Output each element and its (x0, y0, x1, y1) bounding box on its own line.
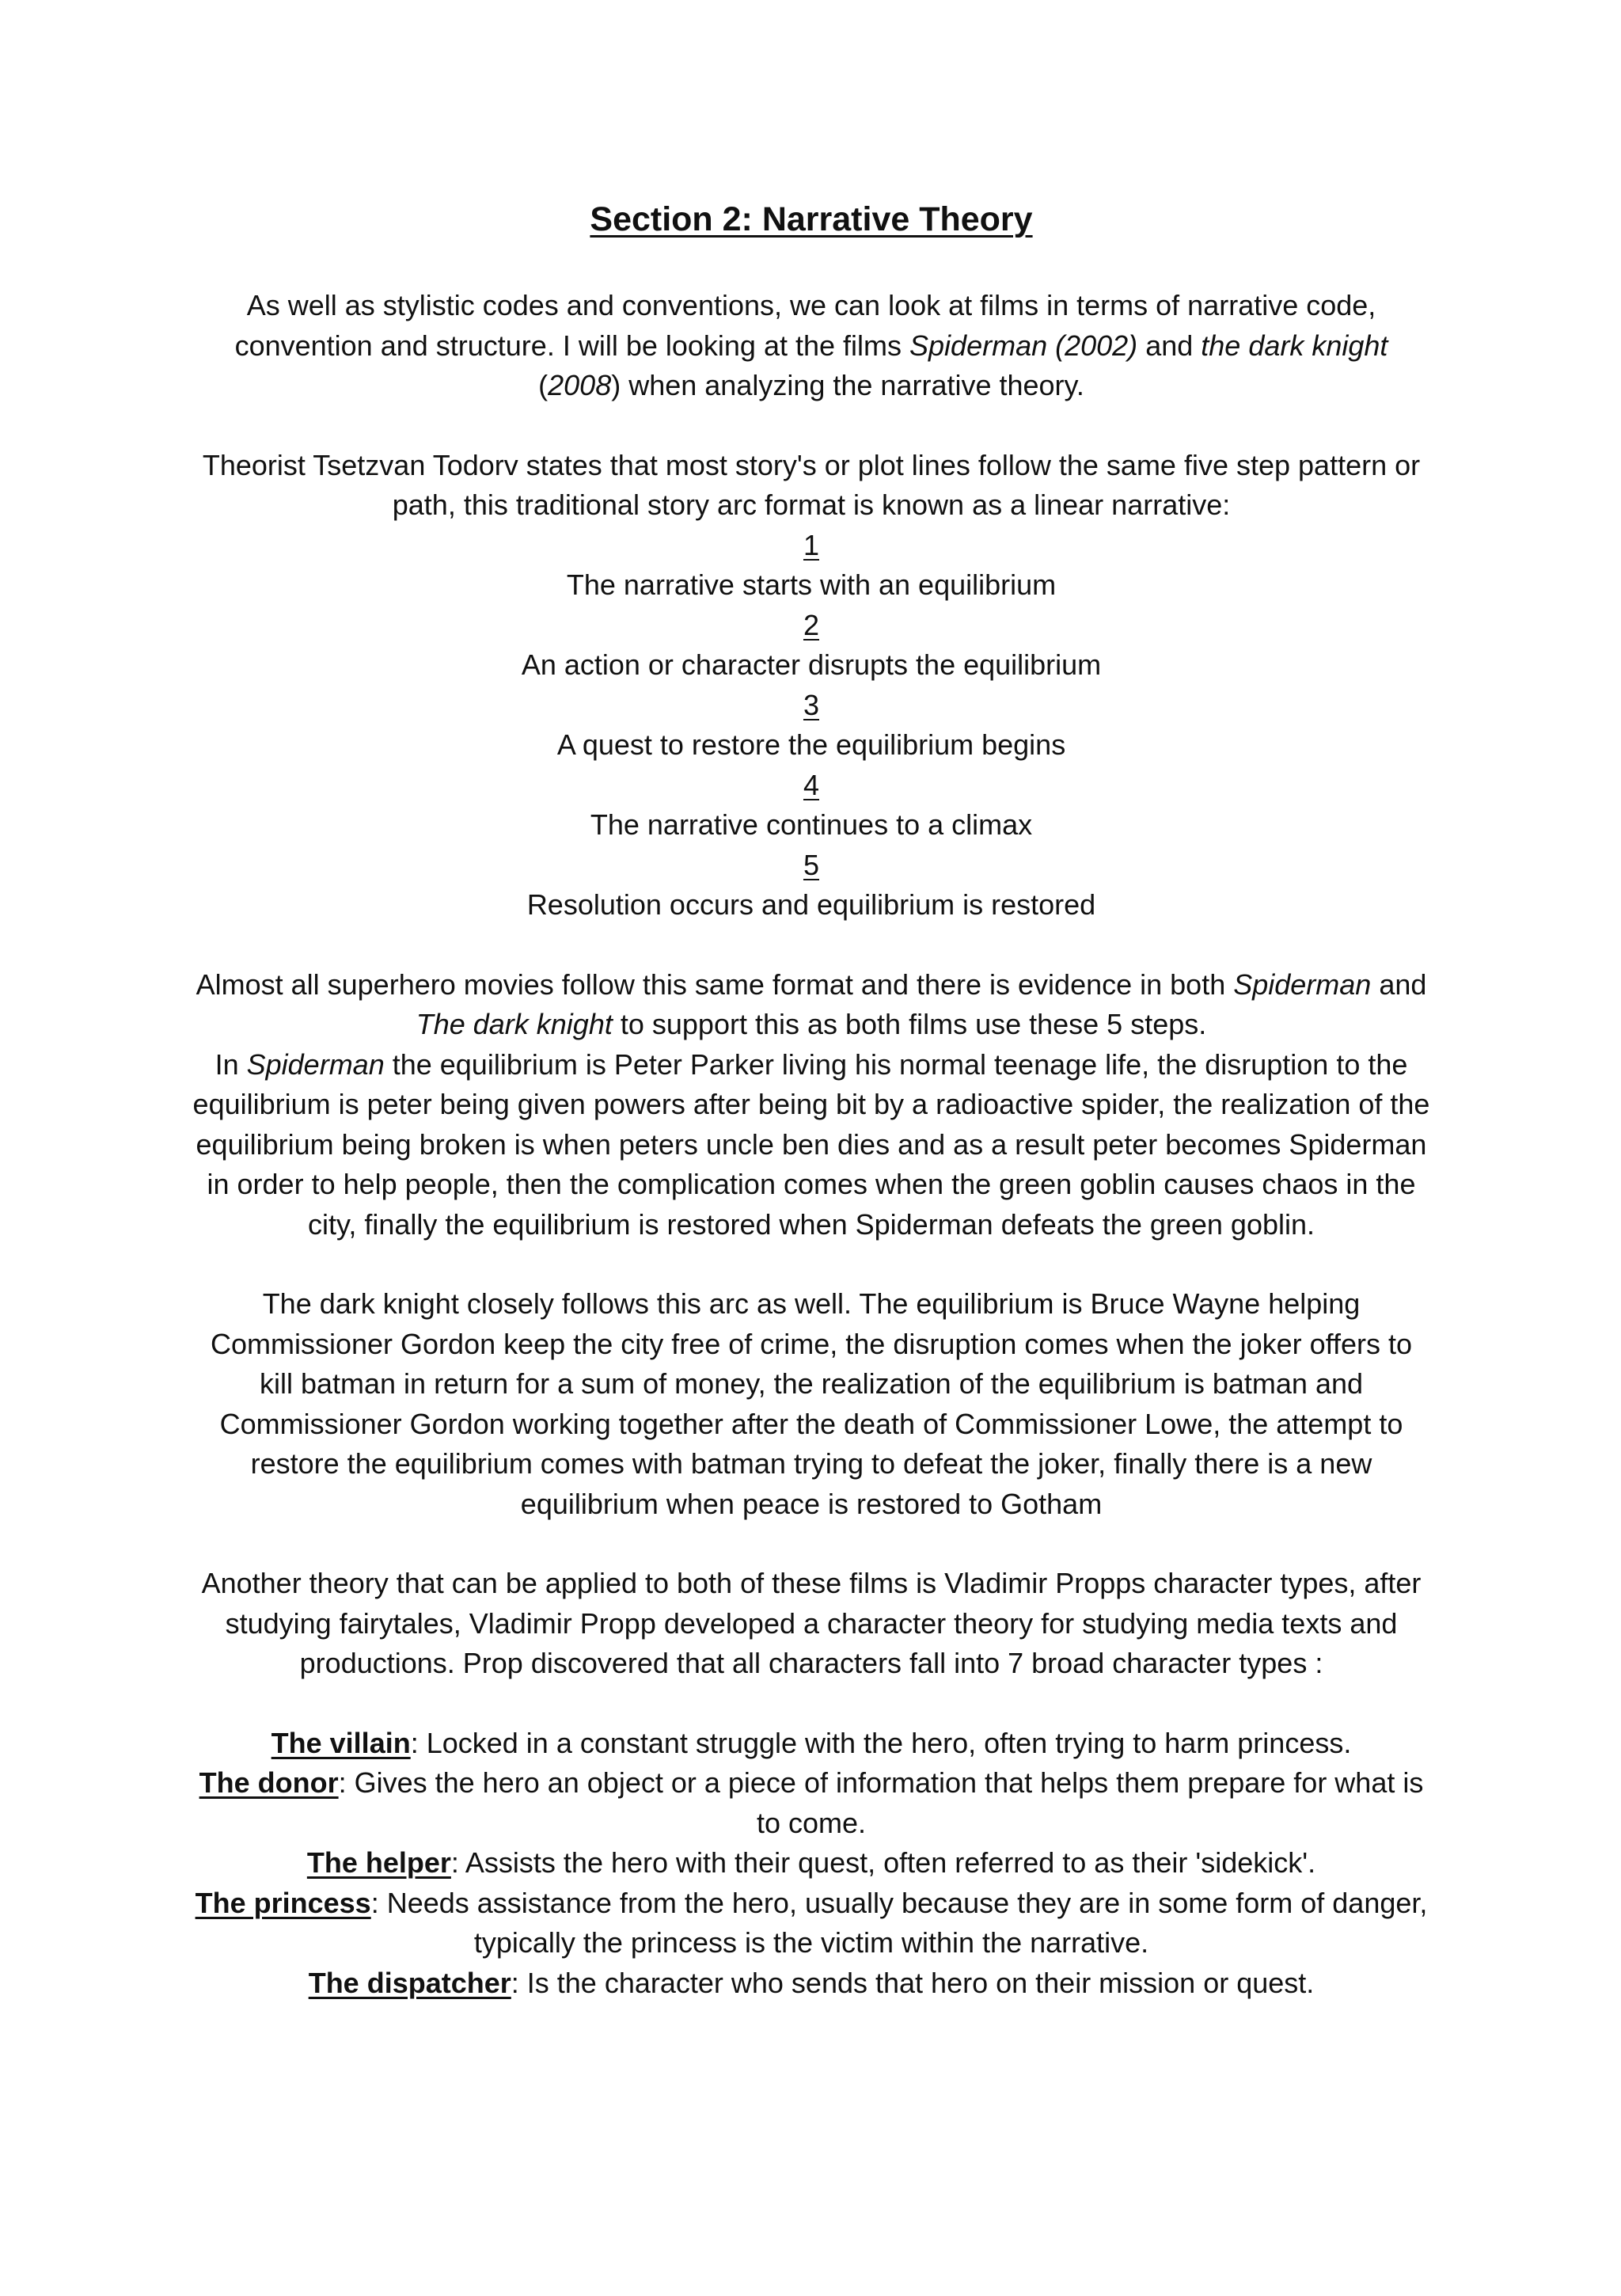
spiderman-text-2: the equilibrium is Peter Parker living his normal teenage life, the disruption to the equilibrium is peter being given powers after being bit by a radioactive spider, the realization of the equilibrium being broken is when peters uncle ben dies and as a result peter becomes Spiderman in order to help people, then the complication comes when the green goblin causes chaos in the city, finally the equilibrium is restored when Spiderman defeats the green goblin. (192, 1047, 1430, 1241)
step-text: A quest to restore the equilibrium begins (556, 728, 1066, 761)
step-number: 1 (803, 528, 820, 561)
todorov-steps-list (190, 526, 1433, 926)
character-type-item (190, 1884, 1433, 1963)
step-item (190, 766, 1433, 846)
step-item (190, 846, 1433, 926)
character-description: : Assists the hero with their quest, often referred to as their 'sidekick'. (450, 1846, 1316, 1879)
film-title-dark-knight: the dark knight (1201, 329, 1388, 362)
film-title-spiderman: Spiderman (246, 1047, 385, 1081)
step-number: 5 (803, 848, 820, 881)
character-type-item (190, 1843, 1433, 1884)
character-description: : Locked in a constant struggle with the hero, often trying to harm princess. (410, 1726, 1352, 1759)
step-item (190, 606, 1433, 686)
character-description: : Gives the hero an object or a piece of information that helps them prepare for what is to come. (338, 1766, 1424, 1839)
step-text: The narrative continues to a climax (590, 808, 1033, 841)
character-role: The princess (195, 1886, 371, 1919)
intro-paragraph (190, 286, 1433, 406)
film-year: 2008 (548, 369, 612, 401)
character-type-item (190, 1724, 1433, 1764)
propp-intro: Another theory that can be applied to both of these films is Vladimir Propps character types, after studying fairytales, Vladimir Propp developed a character theory for studying media texts and productions. Prop discovered that all characters fall into 7 broad character types : (201, 1567, 1422, 1679)
superhero-text-3: to support this as both films use these 5 steps. (612, 1008, 1207, 1040)
document-page (190, 182, 1433, 2003)
intro-text-2: and (1137, 329, 1202, 362)
dark-knight-paragraph: The dark knight closely follows this arc as well. The equilibrium is Bruce Wayne helping Commissioner Gordon keep the city free of crime, the disruption comes when the joker offers to kill batman in return for a sum of money, the realization of the equilibrium is batman and Commissioner Gordon working together after the death of Commissioner Lowe, the attempt to restore the equilibrium comes with batman trying to defeat the joker, finally there is a new equilibrium when peace is restored to Gotham (210, 1287, 1413, 1520)
step-text: The narrative starts with an equilibrium (566, 568, 1057, 601)
character-type-item (190, 1763, 1433, 1843)
character-description: : Is the character who sends that hero on their mission or quest. (511, 1966, 1315, 1999)
character-role: The donor (199, 1766, 339, 1799)
intro-text-3: ( (538, 369, 549, 401)
page-title: Section 2: Narrative Theory (590, 200, 1033, 238)
spiderman-paragraph (190, 1045, 1433, 1245)
step-item (190, 686, 1433, 766)
film-title-spiderman: Spiderman (1233, 967, 1372, 1001)
step-text: Resolution occurs and equilibrium is restored (526, 888, 1096, 921)
superhero-text-1: Almost all superhero movies follow this same format and there is evidence in both (196, 967, 1234, 1001)
character-description: : Needs assistance from the hero, usually because they are in some form of danger, typically the princess is the victim within the narrative. (370, 1886, 1428, 1959)
film-title-dark-knight: The dark knight (416, 1008, 613, 1040)
step-text: An action or character disrupts the equilibrium (521, 648, 1102, 681)
character-types-list (190, 1724, 1433, 2004)
superhero-paragraph (190, 965, 1433, 1045)
character-role: The villain (271, 1726, 411, 1759)
character-type-item (190, 1963, 1433, 2004)
step-number: 3 (803, 688, 820, 721)
step-item (190, 526, 1433, 606)
superhero-text-2: and (1371, 967, 1427, 1001)
step-number: 4 (803, 768, 820, 801)
intro-text-4: ) when analyzing the narrative theory. (611, 369, 1084, 401)
todorov-intro: Theorist Tsetzvan Todorv states that most story's or plot lines follow the same five step pattern or path, this traditional story arc format is known as a linear narrative: (202, 448, 1421, 521)
spiderman-text-1: In (214, 1047, 247, 1081)
step-number: 2 (803, 608, 820, 641)
intro-text-1: As well as stylistic codes and conventions, we can look at films in terms of narrative code, convention and structure. I will be looking at the films (234, 289, 1376, 362)
character-role: The dispatcher (308, 1966, 511, 1999)
film-title-spiderman: Spiderman (2002) (909, 329, 1138, 362)
character-role: The helper (306, 1846, 451, 1879)
